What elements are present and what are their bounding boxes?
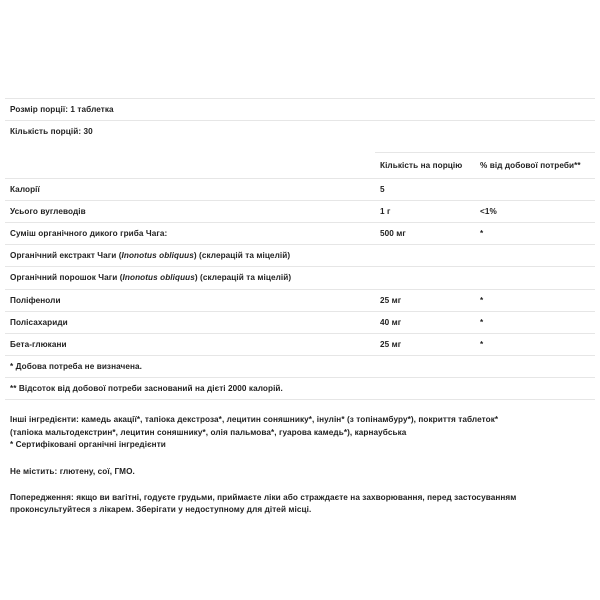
free-from-block xyxy=(5,466,595,479)
other-ingredients-line-1: Інші інгредієнти: камедь акації*, тапіока декстроза*, лецитин соняшнику*, інулін* (з топінамбуру*), покриття таблеток* xyxy=(10,414,499,424)
warning-line-2: проконсультуйтеся з лікарем. Зберігати у недоступному для дітей місці. xyxy=(10,505,312,515)
supplement-facts-table xyxy=(5,98,595,400)
nutrient-name-suffix: ) (склерацій та міцелій) xyxy=(194,273,292,283)
header-ingredient xyxy=(5,153,375,179)
other-ingredients-block xyxy=(5,400,595,452)
nutrient-name: Усього вуглеводів xyxy=(5,201,375,223)
table-row xyxy=(5,267,595,289)
nutrient-amount: 25 мг xyxy=(375,289,475,311)
table-row xyxy=(5,289,595,311)
nutrient-daily-value xyxy=(475,179,595,201)
servings-per-container-label: Кількість порцій: 30 xyxy=(5,121,595,143)
nutrient-daily-value: * xyxy=(475,311,595,333)
nutrient-amount: 25 мг xyxy=(375,333,475,355)
header-percent-daily-value: % від добової потреби** xyxy=(475,153,595,179)
nutrient-amount: 40 мг xyxy=(375,311,475,333)
nutrient-name xyxy=(5,245,595,267)
warning-block xyxy=(5,492,595,517)
nutrient-amount: 1 г xyxy=(375,201,475,223)
gap-after-ingredients xyxy=(5,452,595,466)
footnote-percent-daily-value-basis: ** Відсоток від добової потреби заснований на дієті 2000 калорій. xyxy=(5,377,595,399)
certified-organic-note: * Сертифіковані органічні інгредієнти xyxy=(10,440,166,450)
nutrient-name xyxy=(5,267,595,289)
nutrient-daily-value: * xyxy=(475,289,595,311)
free-from-text: Не містить: глютену, сої, ГМО. xyxy=(10,466,135,476)
footnote-single-row xyxy=(5,355,595,377)
other-ingredients-line-2: (тапіока мальтодекстрин*, лецитин соняшнику*, олія пальмова*, гуарова камедь*), карнаубська xyxy=(10,427,407,437)
nutrient-amount: 500 мг xyxy=(375,223,475,245)
nutrient-name: Бета-глюкани xyxy=(5,333,375,355)
spacer-cell-2 xyxy=(375,143,475,153)
nutrient-daily-value: * xyxy=(475,223,595,245)
nutrient-name-suffix: ) (склерацій та міцелій) xyxy=(193,251,291,261)
nutrient-name: Полісахариди xyxy=(5,311,375,333)
spacer-cell-1 xyxy=(5,143,375,153)
warning-line-1: Попередження: якщо ви вагітні, годуєте грудьми, приймаєте ліки або страждаєте на захворювання, перед застосуванням xyxy=(10,492,517,502)
nutrient-daily-value: <1% xyxy=(475,201,595,223)
serving-size-label: Розмір порції: 1 таблетка xyxy=(5,99,595,121)
spacer-row xyxy=(5,143,595,153)
table-row xyxy=(5,245,595,267)
table-row xyxy=(5,201,595,223)
top-spacer xyxy=(5,0,595,98)
nutrient-name-prefix: Органічний порошок Чаги ( xyxy=(10,273,123,283)
servings-per-container-row xyxy=(5,121,595,143)
gap-after-free-from xyxy=(5,479,595,492)
serving-size-row xyxy=(5,99,595,121)
latin-binomial: Inonotus obliquus xyxy=(121,251,194,261)
table-row xyxy=(5,311,595,333)
nutrient-name: Суміш органічного дикого гриба Чага: xyxy=(5,223,375,245)
footnote-double-row xyxy=(5,377,595,399)
footnote-daily-value-not-established: * Добова потреба не визначена. xyxy=(5,355,595,377)
latin-binomial: Inonotus obliquus xyxy=(122,273,195,283)
nutrient-name: Калорії xyxy=(5,179,375,201)
spacer-cell-3 xyxy=(475,143,595,153)
nutrient-amount: 5 xyxy=(375,179,475,201)
table-row xyxy=(5,223,595,245)
table-header-row xyxy=(5,153,595,179)
nutrient-name-prefix: Органічний екстракт Чаги ( xyxy=(10,251,122,261)
table-row xyxy=(5,179,595,201)
header-amount-per-serving: Кількість на порцію xyxy=(375,153,475,179)
nutrient-name: Поліфеноли xyxy=(5,289,375,311)
table-row xyxy=(5,333,595,355)
nutrient-daily-value: * xyxy=(475,333,595,355)
